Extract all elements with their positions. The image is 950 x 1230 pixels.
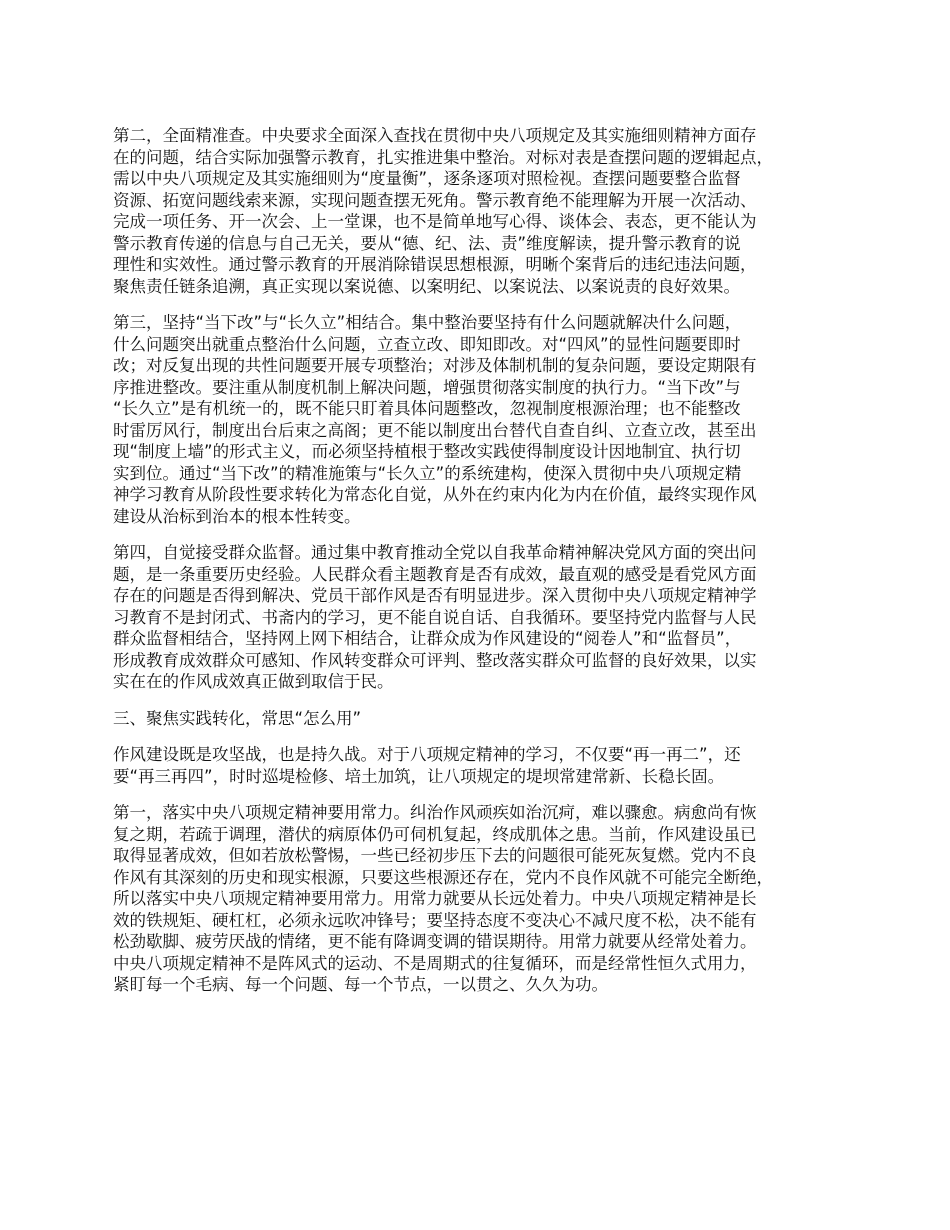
paragraph [113, 125, 858, 297]
text-line: 效的铁规矩、硬杠杠，必须永远吹冲锋号；要坚持态度不变决心不减尺度不松，决不能有 [113, 910, 757, 930]
text-line: 紧盯每一个毛病、每一个问题、每一个节点，一以贯之、久久为功。 [113, 975, 608, 994]
text-line: 改；对反复出现的共性问题要开展专项整治；对涉及体制机制的复杂问题，要设定期限有 [113, 356, 757, 375]
text-line: 实到位。通过“当下改”的精准施策与“长久立”的系统建构，使深入贯彻中央八项规定精 [113, 463, 742, 483]
paragraph [113, 312, 858, 527]
text-line: 松劲歇脚、疲劳厌战的情绪，更不能有降调变调的错误期待。用常力就要从经常处着力。 [113, 932, 757, 951]
paragraph [113, 802, 858, 996]
text-line: 存在的问题是否得到解决、党员干部作风是否有明显进步。深入贯彻中央八项规定精神学 [113, 586, 757, 605]
text-line: 时雷厉风行，制度出台后束之高阁；更不能以制度出台替代自查自纠、立查立改，甚至出 [113, 420, 757, 440]
text-line: 要“再三再四”，时时巡堤检修、培土加筑，让八项规定的堤坝常建常新、长稳长固。 [113, 766, 725, 786]
text-line: 现“制度上墙”的形式主义，而必须坚持植根于整改实践使得制度设计因地制宜、执行切 [113, 442, 741, 461]
paragraph [113, 744, 858, 787]
text-line: 神学习教育从阶段性要求转化为常态化自觉，从外在约束内化为内在价值，最终实现作风 [113, 485, 757, 504]
text-line: 所以落实中央八项规定精神要用常力。用常力就要从长远处着力。中央八项规定精神是长 [113, 889, 757, 908]
text-line: 建设从治标到治本的根本性转变。 [113, 506, 361, 526]
text-line: 实在在的作风成效真正做到取信于民。 [113, 672, 394, 691]
text-line: 群众监督相结合，坚持网上网下相结合，让群众成为作风建设的“阅卷人”和“监督员”， [113, 629, 742, 648]
document-body [113, 125, 858, 1011]
text-line: 需以中央八项规定及其实施细则为“度量衡”，逐条逐项对照检视。查摆问题要整合监督 [113, 169, 741, 188]
text-line: 作风建设既是攻坚战，也是持久战。对于八项规定精神的学习，不仅要“再一再二”，还 [113, 745, 741, 764]
text-line: 中央八项规定精神不是阵风式的运动、不是周期式的往复循环，而是经常性恒久式用力， [113, 953, 757, 973]
text-line: 什么问题突出就重点整治什么问题，立查立改、即知即改。对“四风”的显性问题要即时 [113, 334, 741, 354]
text-line: 理性和实效性。通过警示教育的开展消除错误思想根源，明晰个案背后的违纪违法问题， [113, 255, 757, 274]
text-line: 复之期，若疏于调理，潜伏的病原体仍可伺机复起，终成肌体之患。当前，作风建设虽已 [113, 824, 757, 844]
text-line: 第二，全面精准查。中央要求全面深入查找在贯彻中央八项规定及其实施细则精神方面存 [113, 126, 757, 145]
text-line: 形成教育成效群众可感知、作风转变群众可评判、整改落实群众可监督的良好效果，以实 [113, 650, 757, 670]
text-line: 完成一项任务、开一次会、上一堂课，也不是简单地写心得、谈体会、表态，更不能认为 [113, 212, 757, 231]
text-line: 第一，落实中央八项规定精神要用常力。纠治作风顽疾如治沉疴，难以骤愈。病愈尚有恢 [113, 803, 757, 822]
text-line: 聚焦责任链条追溯，真正实现以案说德、以案明纪、以案说法、以案说责的良好效果。 [113, 276, 740, 296]
text-line: 资源、拓宽问题线索来源，实现问题查摆无死角。警示教育绝不能理解为开展一次活动、 [113, 190, 757, 210]
text-line: “长久立”是有机统一的，既不能只盯着具体问题整改，忽视制度根源治理；也不能整改 [113, 399, 741, 418]
text-line: 警示教育传递的信息与自己无关，要从“德、纪、法、责”维度解读，提升警示教育的说 [113, 233, 741, 253]
paragraph [113, 542, 858, 693]
text-line: 作风有其深刻的历史和现实根源，只要这些根源还存在，党内不良作风就不可能完全断绝， [113, 867, 773, 887]
text-line: 取得显著成效，但如若放松警惕，一些已经初步压下去的问题很可能死灰复燃。党内不良 [113, 846, 757, 865]
text-line: 第三，坚持“当下改”与“长久立”相结合。集中整治要坚持有什么问题就解决什么问题， [113, 313, 742, 332]
text-line: 习教育不是封闭式、书斋内的学习，更不能自说自话、自我循环。要坚持党内监督与人民 [113, 607, 757, 627]
text-line: 在的问题，结合实际加强警示教育，扎实推进集中整治。对标对表是查摆问题的逻辑起点， [113, 147, 773, 167]
section-heading [113, 708, 858, 730]
text-line: 三、聚焦实践转化，常思“怎么用” [113, 708, 362, 728]
text-line: 第四，自觉接受群众监督。通过集中教育推动全党以自我革命精神解决党风方面的突出问 [113, 543, 757, 562]
text-line: 题，是一条重要历史经验。人民群众看主题教育是否有成效，最直观的感受是看党风方面 [113, 564, 757, 584]
text-line: 序推进整改。要注重从制度机制上解决问题，增强贯彻落实制度的执行力。“当下改”与 [113, 377, 741, 397]
